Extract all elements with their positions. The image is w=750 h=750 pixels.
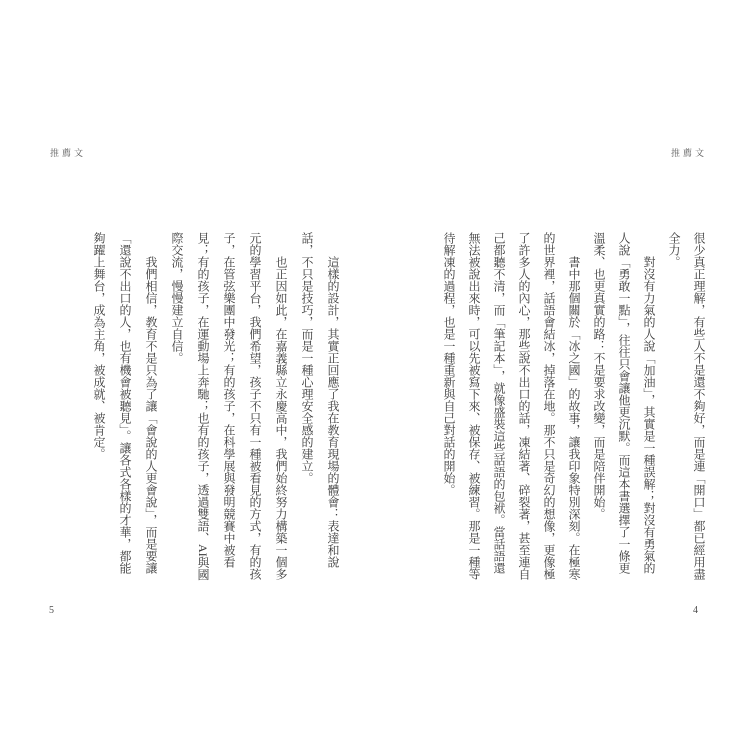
paragraph: 對沒有力氣的人說「加油」，其實是一種誤解；對沒有勇氣的人說「勇敢一點」，往往只會讓他更沉默。而這本書選擇了一條更溫柔、也更真實的路：不是要求改變，而是陪伴開始。 [592,232,656,574]
paragraph: 我們相信，教育不是只為了讓「會說的人更會說」，而是要讓「還說不出口的人，也有機會被聽見」。讓各式各樣的才華，都能夠躍上舞台，成為主角，被成就、被肯定。 [92,232,158,574]
paragraph-continuation: 很少真正理解，有些人不是還不夠好，而是連「開口」都已經用盡全力。 [667,232,706,580]
paragraph: 書中那個關於「冰之國」的故事，讓我印象特別深刻。在極寒的世界裡，話語會結冰，掉落在地。那不只是奇幻的想像，更像極了許多人的內心，那些說不出口的話，凍結著、碎裂著，甚至連自己都聽不清，而「筆記本」，就像盛裝這些話語的包袱。當話語還無法被說出來時，可以先被寫下來、被保存、被練習。那是一種等待解凍的過程，也是一種重新與自己對話的開始。 [442,232,581,580]
page-number-left: 5 [49,605,54,616]
running-header-left: 推薦文 [50,148,87,158]
paragraph: 也正因如此，在嘉義縣立永慶高中，我們始終努力構築一個多元的學習平台，我們希望，孩子不只有一種被看見的方式，有的孩子，在管弦樂團中發光；有的孩子，在科學展與發明競賽中被看見；有的孩子，在運動場上奔馳；也有的孩子，透過雙語、AI與國際交流，慢慢建立自信。 [170,232,288,581]
running-header-right: 推薦文 [671,148,708,158]
page-5-text-block [84,232,346,582]
page-number-right: 4 [693,605,698,616]
paragraph: 這樣的設計，其實正回應了我在教育現場的體會：表達和說話，不只是技巧，而是一種心理安全感的建立。 [300,232,340,568]
page-4-text-block [433,232,711,582]
